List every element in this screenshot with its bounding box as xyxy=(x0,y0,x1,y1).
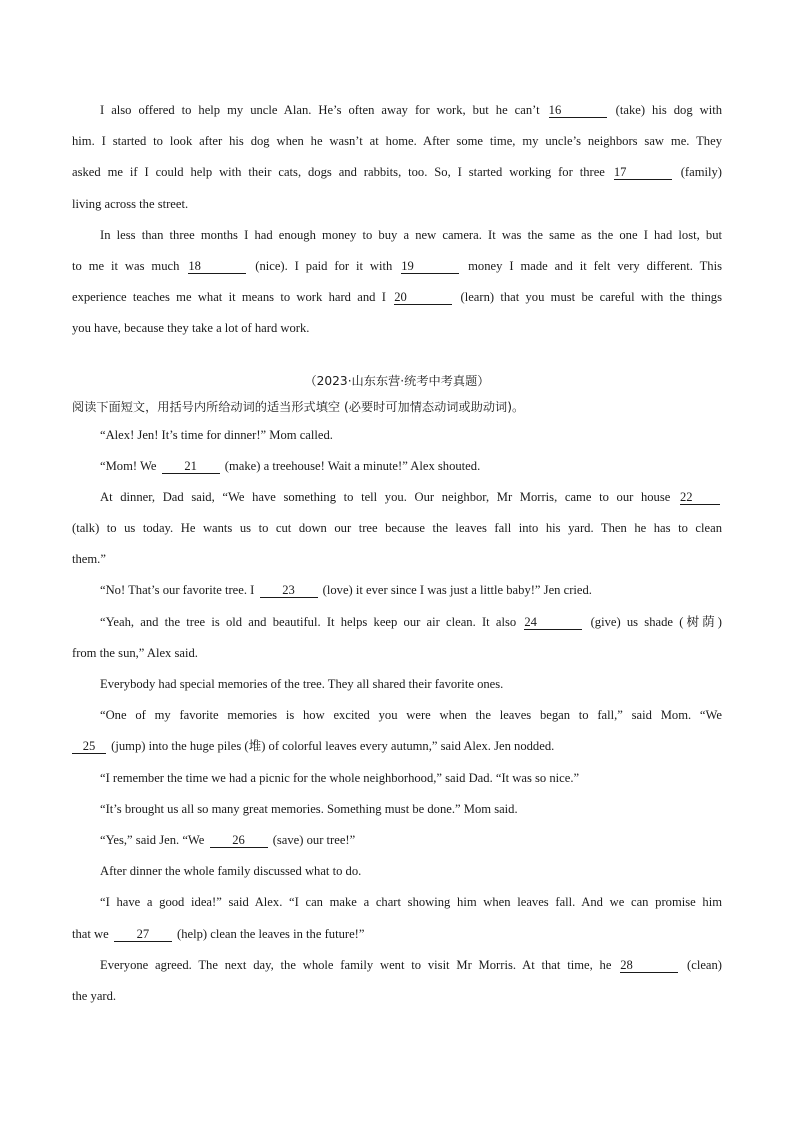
text-line: “Mom! We 21 (make) a treehouse! Wait a minute!” Alex shouted. xyxy=(100,458,481,473)
text-line: asked me if I could help with their cats, dogs and rabbits, too. So, I started working for three 17 (family) xyxy=(72,165,722,180)
blank-25[interactable]: 25 xyxy=(72,739,106,754)
text-line: “Yeah, and the tree is old and beautiful. It helps keep our air clean. It also 24 (give) us shade (树荫) xyxy=(100,614,722,629)
blank-23[interactable]: 23 xyxy=(260,583,318,598)
blank-20[interactable]: 20 xyxy=(394,290,452,305)
blank-24[interactable]: 24 xyxy=(524,615,582,630)
blank-19[interactable]: 19 xyxy=(401,259,459,274)
text-line: Everyone agreed. The next day, the whole family went to visit Mr Morris. At that time, he 28 (clean) xyxy=(100,957,722,972)
text-line: the yard. xyxy=(72,988,117,1003)
text-line: Everybody had special memories of the tree. They all shared their favorite ones. xyxy=(100,677,504,691)
text-line: from the sun,” Alex said. xyxy=(72,645,198,660)
blank-18[interactable]: 18 xyxy=(188,259,246,274)
text-line: “Alex! Jen! It’s time for dinner!” Mom called. xyxy=(100,427,333,442)
text-line: (talk) to us today. He wants us to cut down our tree because the leaves fall into his yard. Then he has to clean xyxy=(72,521,722,536)
text-line: “No! That’s our favorite tree. I 23 (love) it ever since I was just a little baby!” Jen cried. xyxy=(100,583,592,598)
text-line: “Yes,” said Jen. “We 26 (save) our tree!” xyxy=(100,832,356,847)
text-line: “I remember the time we had a picnic for the whole neighborhood,” said Dad. “It was so nice.” xyxy=(100,770,580,785)
blank-26[interactable]: 26 xyxy=(210,833,268,848)
text-line: “I have a good idea!” said Alex. “I can make a chart showing him when leaves fall. And we can promise him xyxy=(100,895,722,910)
text-line: In less than three months I had enough money to buy a new camera. It was the same as the one I had lost, but xyxy=(100,227,722,242)
text-line: him. I started to look after his dog when he wasn’t at home. After some time, my uncle’s neighbors saw me. They xyxy=(72,134,722,149)
text-line: experience teaches me what it means to work hard and I 20 (learn) that you must be careful with the things xyxy=(72,290,723,305)
text-line: I also offered to help my uncle Alan. He’s often away for work, but he can’t 16 (take) his dog with xyxy=(100,103,723,117)
document-page xyxy=(72,95,722,1012)
text-line: living across the street. xyxy=(72,196,189,211)
text-line: “One of my favorite memories is how excited you were when the leaves began to fall,” said Mom. “We xyxy=(100,708,722,723)
text-line: that we 27 (help) clean the leaves in the future!” xyxy=(72,926,365,941)
text-line: After dinner the whole family discussed what to do. xyxy=(100,864,362,879)
exam-source-heading: （2023·山东东营·统考中考真题） xyxy=(304,373,490,388)
blank-27[interactable]: 27 xyxy=(114,927,172,942)
blank-28[interactable]: 28 xyxy=(620,958,678,973)
exam-instruction: 阅读下面短文，用括号内所给动词的适当形式填空 (必要时可加情态动词或助动词)。 xyxy=(72,399,525,414)
blank-16[interactable]: 16 xyxy=(549,103,607,118)
text-line: to me it was much 18 (nice). I paid for it with 19 money I made and it felt very different. This xyxy=(72,258,722,273)
text-line: At dinner, Dad said, “We have something to tell you. Our neighbor, Mr Morris, came to our house 22 xyxy=(72,482,722,513)
text-line: “It’s brought us all so many great memories. Something must be done.” Mom said. xyxy=(100,801,518,816)
blank-21[interactable]: 21 xyxy=(162,459,220,474)
text-line: 25 (jump) into the huge piles (堆) of colorful leaves every autumn,” said Alex. Jen nodded. xyxy=(72,731,722,762)
text-line: them.” xyxy=(72,552,106,567)
blank-17[interactable]: 17 xyxy=(614,165,672,180)
text-line: you have, because they take a lot of hard work. xyxy=(72,321,310,336)
blank-22[interactable]: 22 xyxy=(680,490,720,505)
